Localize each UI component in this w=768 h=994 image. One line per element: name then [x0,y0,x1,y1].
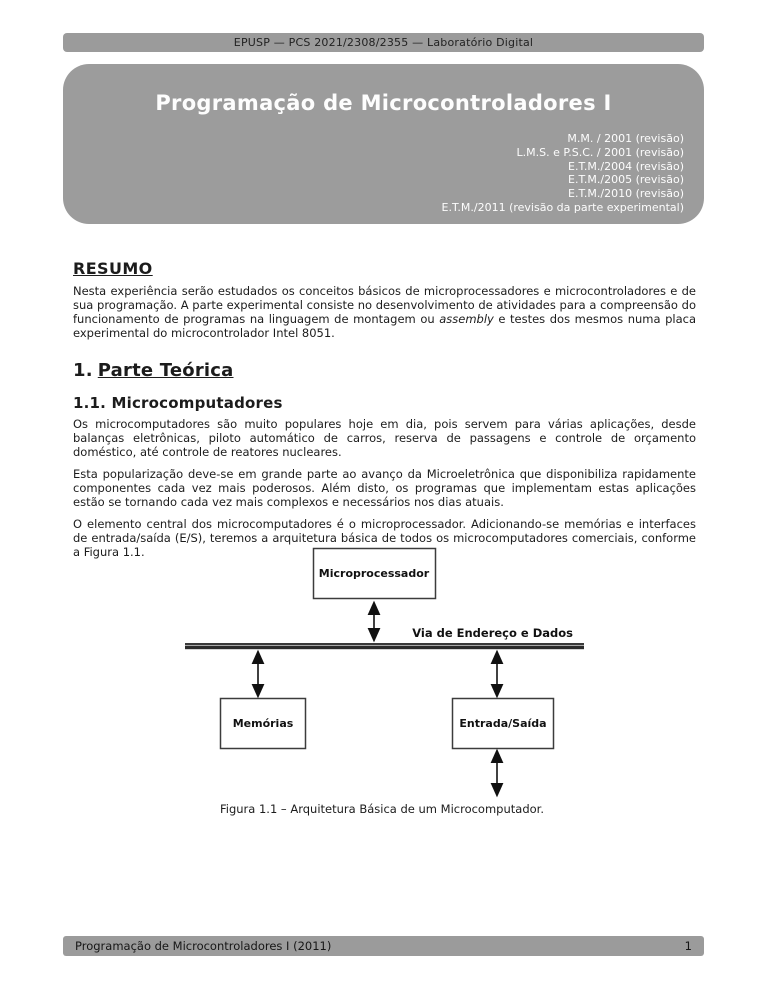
revision-credits [63,132,704,215]
memories-label: Memórias [232,717,294,730]
resumo-paragraph [73,284,696,340]
document-title: Programação de Microcontroladores I [155,91,612,115]
revision-line: E.T.M./2005 (revisão) [568,173,684,187]
bus-line-top [185,643,584,645]
page-header-bar [63,33,704,52]
revision-line: M.M. / 2001 (revisão) [567,132,684,145]
page-number: 1 [684,939,692,953]
section-1-title: Parte Teórica [97,360,234,381]
paragraph: O elemento central dos microcomputadores é o microprocessador. Adicionando-se memórias e interfaces de entrada/saída (E/S), teremos a arquitetura básica de todos os microcomputadores comerciais, conforme a Figura 1.1. [73,517,696,559]
footer-title: Programação de Microcontroladores I (2011) [75,939,332,953]
resumo-italic-word: assembly [439,312,494,326]
bus-label: Via de Endereço e Dados [412,626,573,640]
section-1-number: 1. [73,360,93,381]
document-body [73,259,696,559]
resumo-text-start: Nesta experiência serão estudados os conceitos básicos de microprocessadores e microcontroladores e de sua programação. A parte experimental consiste no desenvolvimento de atividades para a compreensão do funcionamento de programas na linguagem de montagem ou [73,284,696,326]
section-1-1-heading: 1.1. Microcomputadores [73,394,283,412]
microprocessor-label: Microprocessador [318,567,430,580]
figure-1-1-diagram [73,546,696,826]
resumo-text-end: e testes dos mesmos numa placa experimental do microcontrolador Intel 8051. [73,312,696,340]
paragraph: Esta popularização deve-se em grande parte ao avanço da Microeletrônica que disponibiliza rapidamente componentes cada vez mais poderosos. Além disto, os programas que implementam estas aplicações estão se tornando cada vez mais complexos e necessários nos dias atuais. [73,467,696,509]
header-text: EPUSP — PCS 2021/2308/2355 — Laboratório Digital [233,36,534,49]
revision-line: E.T.M./2004 (revisão) [568,159,684,173]
bus-line-bottom [185,646,584,649]
page-footer-bar [63,936,704,956]
section-1-heading [73,360,696,381]
io-label: Entrada/Saída [459,717,547,730]
revision-line: E.T.M./2011 (revisão da parte experimental) [441,200,684,214]
figure-caption: Figura 1.1 – Arquitetura Básica de um Microcomputador. [220,802,544,816]
revision-line: E.T.M./2010 (revisão) [568,187,684,201]
revision-line: L.M.S. e P.S.C. / 2001 (revisão) [516,145,684,159]
title-banner [63,64,704,224]
bus-line-gap [185,645,584,646]
paragraph: Os microcomputadores são muito populares hoje em dia, pois servem para várias aplicações, desde balanças eletrônicas, piloto automático de carros, reserva de passagens e controle de orçamento doméstico, até controle de reatores nucleares. [73,417,696,459]
resumo-heading: RESUMO [73,259,153,278]
